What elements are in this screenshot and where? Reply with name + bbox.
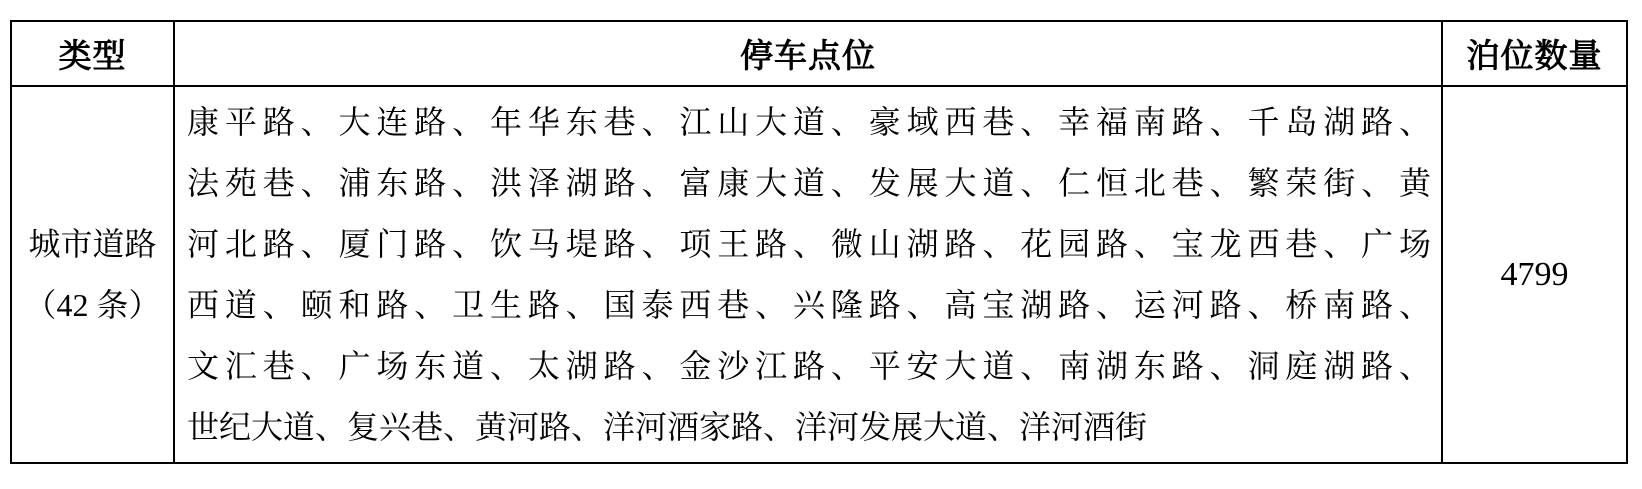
cell-road-type bbox=[11, 86, 174, 463]
cell-parking-locations bbox=[174, 86, 1442, 463]
parking-locations-text bbox=[175, 92, 1441, 458]
parking-table bbox=[10, 20, 1628, 464]
locations-line-5: 文汇巷、广场东道、太湖路、金沙江路、平安大道、南湖东路、洞庭湖路、 bbox=[187, 347, 1431, 384]
header-berth-count: 泊位数量 bbox=[1442, 21, 1627, 86]
locations-line-1: 康平路、大连路、年华东巷、江山大道、豪域西巷、幸福南路、千岛湖路、 bbox=[187, 103, 1431, 140]
locations-line-3: 河北路、厦门路、饮马堤路、项王路、微山湖路、花园路、宝龙西巷、广场 bbox=[187, 225, 1431, 262]
locations-line-2: 法苑巷、浦东路、洪泽湖路、富康大道、发展大道、仁恒北巷、繁荣街、黄 bbox=[187, 164, 1431, 201]
locations-line-4: 西道、颐和路、卫生路、国泰西巷、兴隆路、高宝湖路、运河路、桥南路、 bbox=[187, 286, 1431, 323]
header-type: 类型 bbox=[11, 21, 174, 86]
locations-line-6: 世纪大道、复兴巷、黄河路、洋河酒家路、洋河发展大道、洋河酒街 bbox=[187, 408, 1148, 445]
header-parking-locations: 停车点位 bbox=[174, 21, 1442, 86]
road-type-count: （42 条） bbox=[24, 286, 161, 323]
cell-berth-count: 4799 bbox=[1442, 86, 1627, 463]
table-header-row bbox=[11, 21, 1627, 86]
table-row bbox=[11, 86, 1627, 463]
road-type-name: 城市道路 bbox=[28, 225, 157, 262]
